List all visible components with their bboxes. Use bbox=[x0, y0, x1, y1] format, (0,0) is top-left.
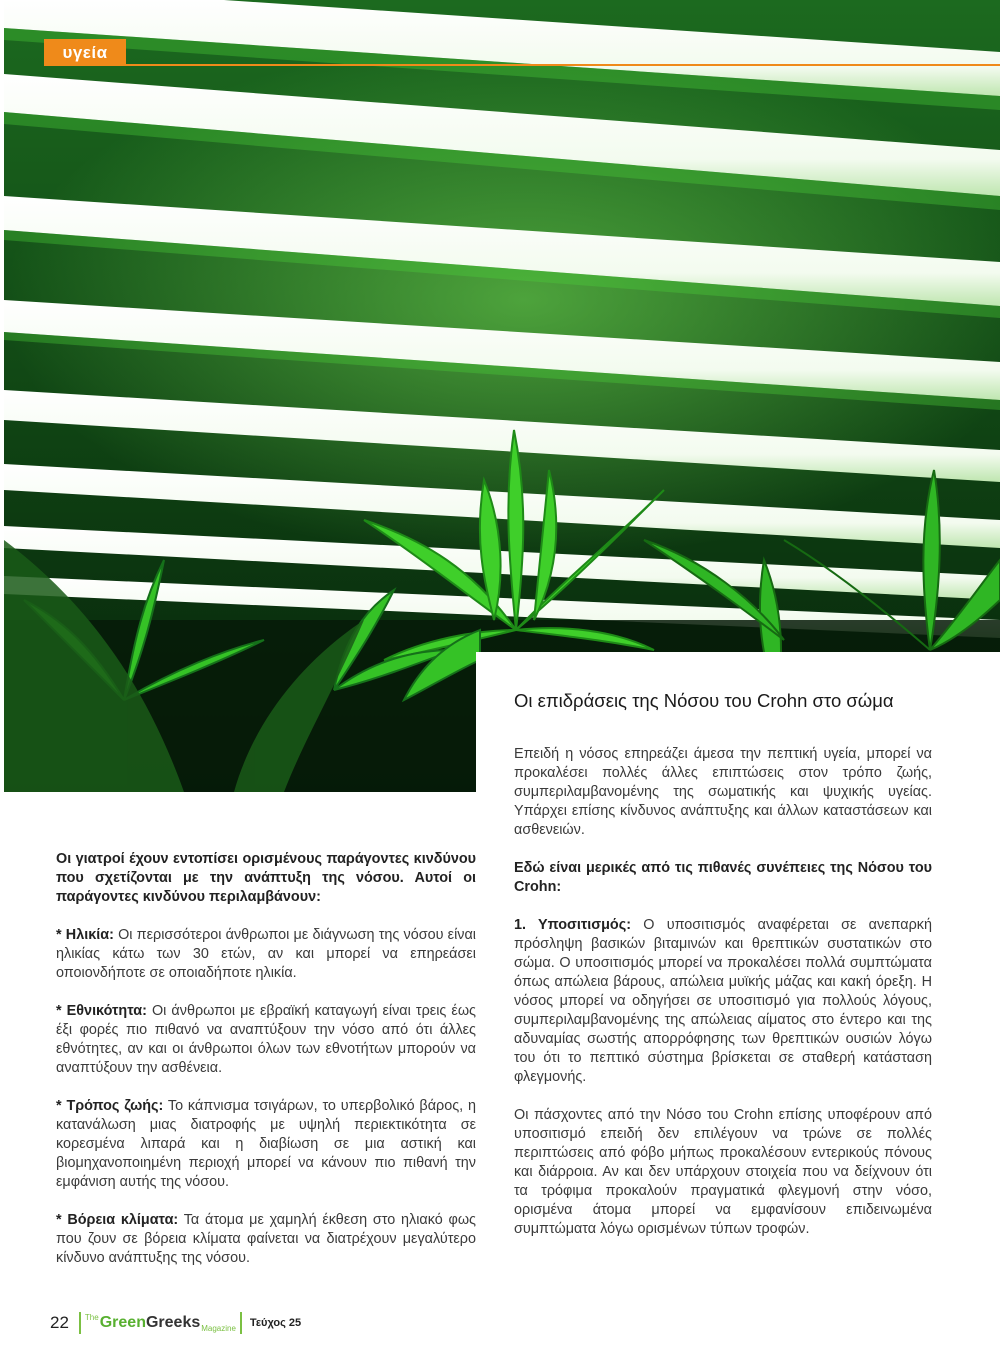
risk-factor-northern-climates bbox=[56, 1211, 476, 1268]
section-rule bbox=[126, 64, 1000, 66]
page-number: 22 bbox=[50, 1313, 69, 1332]
risk-factor-term: * Εθνικότητα: bbox=[56, 1003, 147, 1019]
article-heading: Οι επιδράσεις της Νόσου του Crohn στο σώμα bbox=[514, 690, 894, 711]
magazine-logo-suffix: Magazine bbox=[201, 1324, 236, 1333]
magazine-logo-green: Green bbox=[99, 1314, 146, 1331]
issue-number: Τεύχος 25 bbox=[249, 1317, 302, 1329]
magazine-logo-prefix: The bbox=[84, 1313, 99, 1322]
risk-factor-text: Τα άτομα με χαμηλή έκθεση στο ηλιακό φως που ζουν σε βόρεια κλίματα φαίνεται να διατρέχουν μεγαλύτερο κίνδυνο ανάπτυξης της νόσου. bbox=[56, 1212, 476, 1266]
risk-factor-text: Οι άνθρωποι με εβραϊκή καταγωγή είναι τρεις έως έξι φορές πιο πιθανό να αναπτύξουν την νόσο από ότι άλλες εθνότητες, αν και οι άνθρωποι όλων των εθνοτήτων μπορούν να αναπτύξουν την ασθένεια. bbox=[56, 1003, 476, 1076]
left-column bbox=[56, 850, 476, 1287]
footer-divider bbox=[79, 1312, 81, 1334]
risk-factor-age bbox=[56, 926, 476, 983]
consequence-text: Ο υποσιτισμός αναφέρεται σε ανεπαρκή πρόσληψη βασικών βιταμινών και θρεπτικών συστατικών στο σώμα. Ο υποσιτισμός μπορεί να προκαλέσει πολλά συμπτώματα όπως απώλεια βάρους, απώλεια μυϊκής μάζας και κακή όρεξη. Η νόσος μπορεί να οδηγήσει σε υποσιτισμό για πολλούς λόγους, συμπεριλαμβανομένης της απώλειας αίματος στο έντερο και της αδυναμίας σωστής απορρόφησης των θρεπτικών ουσιών λόγω του ότι το πεπτικό σύστημα βρίσκεται σε σταθερή κατάσταση φλεγμονής. bbox=[514, 917, 932, 1085]
consequences-subhead: Εδώ είναι μερικές από τις πιθανές συνέπειες της Νόσου του Crohn: bbox=[514, 860, 932, 895]
risk-factor-term: * Βόρεια κλίματα: bbox=[56, 1212, 179, 1228]
footer-divider bbox=[240, 1312, 242, 1334]
risk-factor-lifestyle bbox=[56, 1097, 476, 1192]
consequence-malnutrition bbox=[514, 916, 932, 1087]
risk-factor-ethnicity bbox=[56, 1002, 476, 1078]
consequence-term: 1. Υποσιτισμός: bbox=[514, 917, 631, 933]
risk-factor-text: Οι περισσότεροι άνθρωποι με διάγνωση της νόσου είναι ηλικίας κάτω των 30 ετών, αν και μπορεί να επηρεάσει οποιονδήποτε σε οποιαδήποτε ηλικία. bbox=[56, 927, 477, 981]
right-column bbox=[514, 688, 932, 1258]
risk-factor-term: * Τρόπος ζωής: bbox=[56, 1098, 164, 1114]
section-tag: υγεία bbox=[44, 39, 126, 66]
risk-factor-text: Το κάπνισμα τσιγάρων, το υπερβολικό βάρος, η κατανάλωση μιας διατροφής με υψηλή περιεκτικότητα σε κορεσμένα λιπαρά και η διαβίωση σε μια αστική και βιομηχανοποιημένη περιοχή μπορεί να κάνουν πιο πιθανή την εμφάνιση αυτής της νόσου. bbox=[56, 1098, 476, 1190]
magazine-logo-greeks: Greeks bbox=[145, 1314, 201, 1331]
effects-paragraph: Επειδή η νόσος επηρεάζει άμεσα την πεπτική υγεία, μπορεί να προκαλέσει πολλές άλλες επιπτώσεις στον τρόπο ζωής, συμπεριλαμβανομένης της σωματικής και ψυχικής υγείας. Υπάρχει επίσης κίνδυνος ανάπτυξης και άλλων καταστάσεων και ασθενειών. bbox=[514, 746, 932, 838]
malnutrition-paragraph: Οι πάσχοντες από την Νόσο του Crohn επίσης υποφέρουν από υποσιτισμό επειδή δεν επιλέγουν να τρώνε σε πολλές περιπτώσεις από φόβο μήπως προκαλέσουν εντερικούς πόνους και διάρροια. Αν και δεν υπάρχουν στοιχεία που να δείχνουν ότι τα τρόφιμα προκαλούν πραγματικά φλεγμονή στην νόσο, ορισμένα άτομα μπορεί να εμφανίσουν επιδεινωμένα συμπτώματα λόγω ορισμένων τύπων τροφών. bbox=[514, 1107, 932, 1237]
risk-factors-intro: Οι γιατροί έχουν εντοπίσει ορισμένους παράγοντες κινδύνου που σχετίζονται με την ανάπτυξη της νόσου. Αυτοί οι παράγοντες κινδύνου περιλαμβάνουν: bbox=[56, 851, 476, 905]
page-footer bbox=[50, 1310, 301, 1336]
risk-factor-term: * Ηλικία: bbox=[56, 927, 114, 943]
